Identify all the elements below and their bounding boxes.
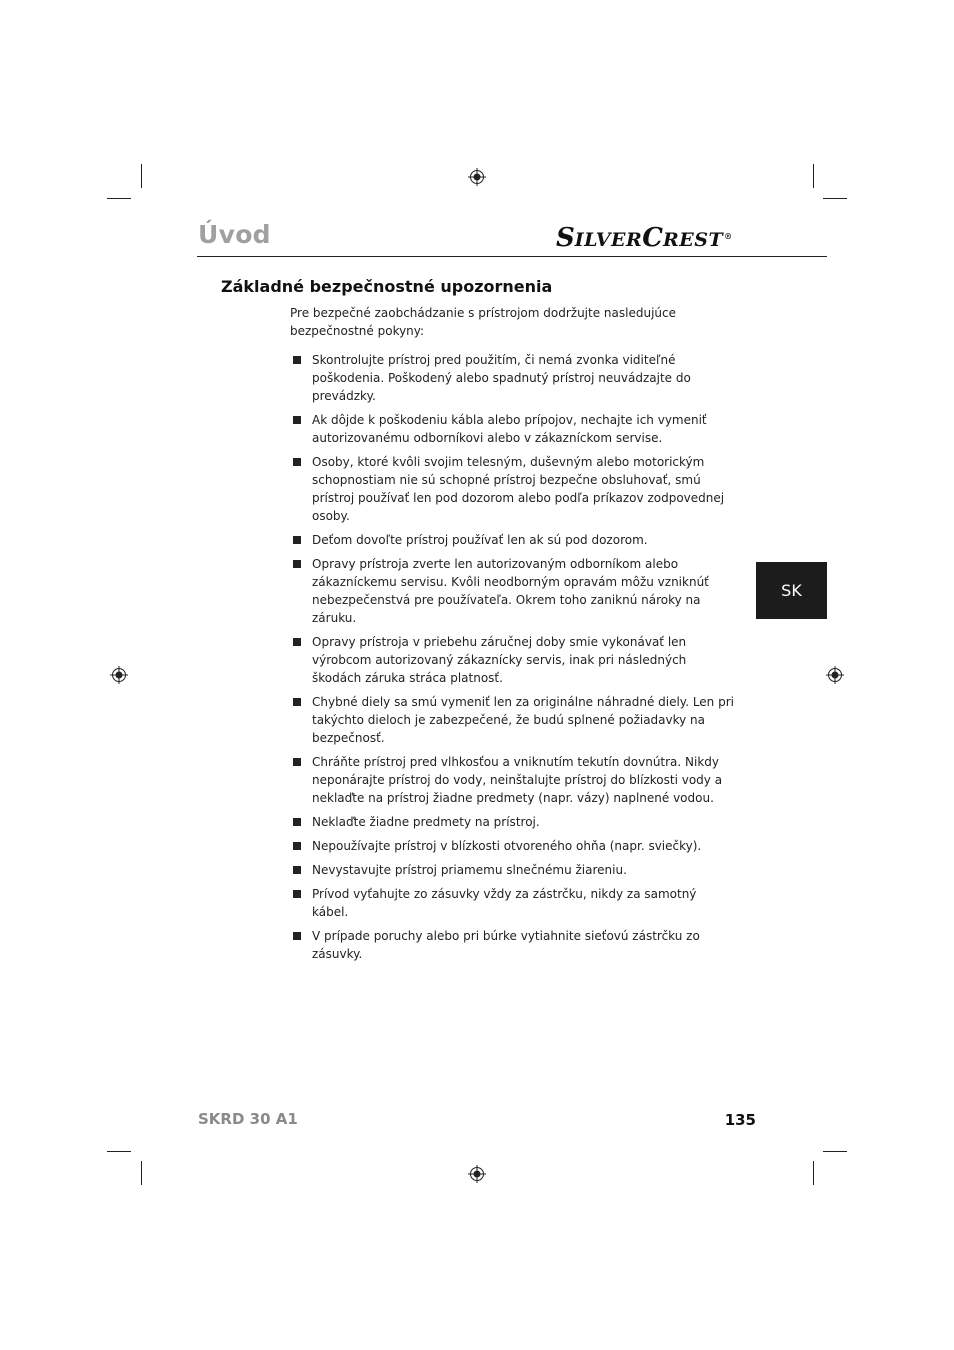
- square-bullet-icon: [293, 842, 301, 850]
- square-bullet-icon: [293, 356, 301, 364]
- list-item: [290, 411, 736, 447]
- square-bullet-icon: [293, 818, 301, 826]
- registration-mark-icon: [468, 1165, 486, 1183]
- square-bullet-icon: [293, 698, 301, 706]
- list-item: [290, 885, 736, 921]
- list-item-text: Opravy prístroja zverte len autorizovaným odborníkom alebo zákazníckemu servisu. Kvôli neodborným opravám môžu vzniknúť nebezpečenstvá pre používateľa. Okrem toho zaniknú nároky na záruku.: [312, 557, 709, 625]
- list-item-text: Prívod vyťahujte zo zásuvky vždy za zástrčku, nikdy za samotný kábel.: [312, 887, 697, 919]
- list-item: [290, 453, 736, 525]
- square-bullet-icon: [293, 560, 301, 568]
- list-item-text: Nepoužívajte prístroj v blízkosti otvoreného ohňa (napr. sviečky).: [312, 839, 702, 853]
- list-item: [290, 555, 736, 627]
- brand-letter: S: [556, 223, 575, 253]
- square-bullet-icon: [293, 866, 301, 874]
- crop-mark: [107, 1151, 131, 1152]
- list-item: [290, 531, 736, 549]
- crop-mark: [107, 198, 131, 199]
- section-heading: Základné bezpečnostné upozornenia: [221, 277, 553, 296]
- brand-logo: [556, 224, 731, 255]
- language-tab: SK: [756, 562, 827, 619]
- crop-mark: [813, 164, 814, 188]
- square-bullet-icon: [293, 416, 301, 424]
- header-divider: [197, 256, 827, 257]
- registered-mark: ®: [724, 231, 733, 241]
- crop-mark: [141, 164, 142, 188]
- list-item: [290, 693, 736, 747]
- list-item-text: Skontrolujte prístroj pred použitím, či nemá zvonka viditeľné poškodenia. Poškodený alebo spadnutý prístroj neuvádzajte do prevádzky.: [312, 353, 691, 403]
- brand-letter: C: [642, 223, 663, 253]
- list-item: [290, 633, 736, 687]
- list-item: [290, 813, 736, 831]
- list-item: [290, 351, 736, 405]
- safety-list: [290, 351, 736, 963]
- model-number: SKRD 30 A1: [198, 1110, 298, 1128]
- list-item: [290, 927, 736, 963]
- list-item-text: Opravy prístroja v priebehu záručnej doby smie vykonávať len výrobcom autorizovaný zákaznícky servis, inak pri následných škodách záruka stráca platnosť.: [312, 635, 687, 685]
- list-item-text: Ak dôjde k poškodeniu kábla alebo prípojov, nechajte ich vymeniť autorizovanému odborníkovi alebo v zákazníckom servise.: [312, 413, 707, 445]
- crop-mark: [823, 198, 847, 199]
- list-item-text: Chráňte prístroj pred vlhkosťou a vniknutím tekutín dovnútra. Nikdy neponárajte prístroj do vody, neinštalujte prístroj do blízkosti vody a neklaďte na prístroj žiadne predmety (napr. vázy) naplnené vodou.: [312, 755, 723, 805]
- intro-paragraph: Pre bezpečné zaobchádzanie s prístrojom dodržujte nasledujúce bezpečnostné pokyny:: [290, 306, 676, 338]
- registration-mark-icon: [468, 168, 486, 186]
- crop-mark: [813, 1161, 814, 1185]
- square-bullet-icon: [293, 458, 301, 466]
- brand-text: ILVER: [574, 229, 643, 251]
- page-title: Úvod: [198, 220, 271, 249]
- list-item: [290, 837, 736, 855]
- square-bullet-icon: [293, 758, 301, 766]
- list-item-text: Nevystavujte prístroj priamemu slnečnému žiareniu.: [312, 863, 627, 877]
- registration-mark-icon: [110, 666, 128, 684]
- crop-mark: [823, 1151, 847, 1152]
- list-item-text: Neklaďte žiadne predmety na prístroj.: [312, 815, 540, 829]
- brand-text: REST: [663, 229, 724, 251]
- square-bullet-icon: [293, 536, 301, 544]
- square-bullet-icon: [293, 638, 301, 646]
- list-item-text: Chybné diely sa smú vymeniť len za originálne náhradné diely. Len pri takýchto dieloch je zabezpečené, že budú splnené požiadavky na bezpečnosť.: [312, 695, 734, 745]
- list-item-text: V prípade poruchy alebo pri búrke vytiahnite sieťovú zástrčku zo zásuvky.: [312, 929, 700, 961]
- list-item: [290, 861, 736, 879]
- list-item: [290, 753, 736, 807]
- registration-mark-icon: [826, 666, 844, 684]
- square-bullet-icon: [293, 932, 301, 940]
- page-number: 135: [724, 1111, 756, 1129]
- crop-mark: [141, 1161, 142, 1185]
- square-bullet-icon: [293, 890, 301, 898]
- list-item-text: Osoby, ktoré kvôli svojim telesným, duševným alebo motorickým schopnostiam nie sú schopné prístroj bezpečne obsluhovať, smú prístroj používať len pod dozorom alebo podľa príkazov zodpovednej osoby.: [312, 455, 725, 523]
- safety-content: [290, 304, 736, 969]
- list-item-text: Deťom dovoľte prístroj používať len ak sú pod dozorom.: [312, 533, 648, 547]
